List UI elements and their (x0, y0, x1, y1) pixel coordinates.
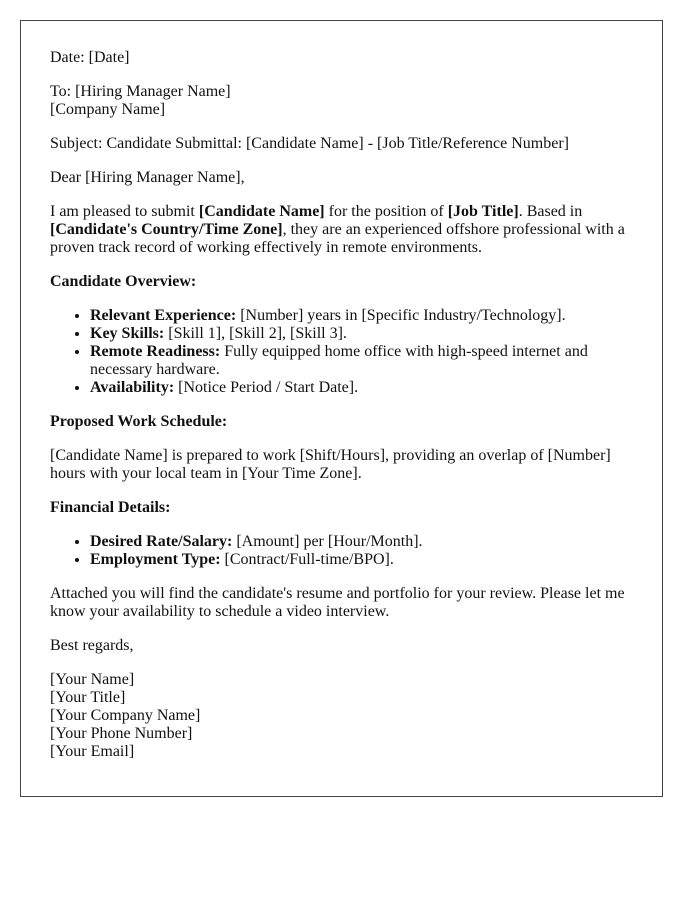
candidate-name: [Candidate Name] (198, 203, 325, 220)
financial-heading: Financial Details: (50, 499, 171, 516)
intro-text: for the position of (324, 203, 448, 220)
recipient-company: [Company Name] (50, 101, 166, 118)
list-item: • Key Skills: [Skill 1], [Skill 2], [Skill 3]. (90, 325, 633, 343)
schedule-heading: Proposed Work Schedule: (50, 413, 228, 430)
job-title: [Job Title] (447, 203, 519, 220)
list-item: • Desired Rate/Salary: [Amount] per [Hour/Month]. (90, 533, 633, 551)
intro-text: , they are an experienced offshore professional with a proven track record of working effectively in remote environments. (50, 221, 625, 256)
sender-title: [Your Title] (50, 689, 126, 706)
closing-paragraph: Attached you will find the candidate's resume and portfolio for your review. Please let me know your availability to schedule a video interview. (50, 585, 625, 620)
closing: Best regards, (50, 637, 134, 654)
intro-text: . Based in (518, 203, 583, 220)
list-item: • Availability: [Notice Period / Start Date]. (90, 379, 633, 397)
sender-company: [Your Company Name] (50, 707, 201, 724)
candidate-location: [Candidate's Country/Time Zone] (50, 221, 283, 238)
sender-email: [Your Email] (50, 743, 135, 760)
list-item: • Relevant Experience: [Number] years in [Specific Industry/Technology]. (90, 307, 633, 325)
letter (20, 20, 663, 797)
overview-list (50, 307, 633, 397)
subject-line: Subject: Candidate Submittal: [Candidate Name] - [Job Title/Reference Number] (50, 135, 569, 152)
sender-phone: [Your Phone Number] (50, 725, 193, 742)
list-item: • Remote Readiness: Fully equipped home office with high-speed internet and necessary hardware. (90, 343, 633, 379)
financial-list (50, 533, 633, 569)
overview-heading: Candidate Overview: (50, 273, 197, 290)
recipient-block (50, 83, 633, 119)
salutation: Dear [Hiring Manager Name], (50, 169, 245, 186)
sender-name: [Your Name] (50, 671, 135, 688)
recipient-name: To: [Hiring Manager Name] (50, 83, 231, 100)
date-line: Date: [Date] (50, 49, 130, 66)
schedule-paragraph: [Candidate Name] is prepared to work [Shift/Hours], providing an overlap of [Number] hours with your local team in [Your Time Zone]. (50, 447, 611, 482)
intro-text: I am pleased to submit (50, 203, 199, 220)
list-item: • Employment Type: [Contract/Full-time/BPO]. (90, 551, 633, 569)
intro-paragraph (50, 203, 633, 257)
signature-block (50, 671, 633, 761)
